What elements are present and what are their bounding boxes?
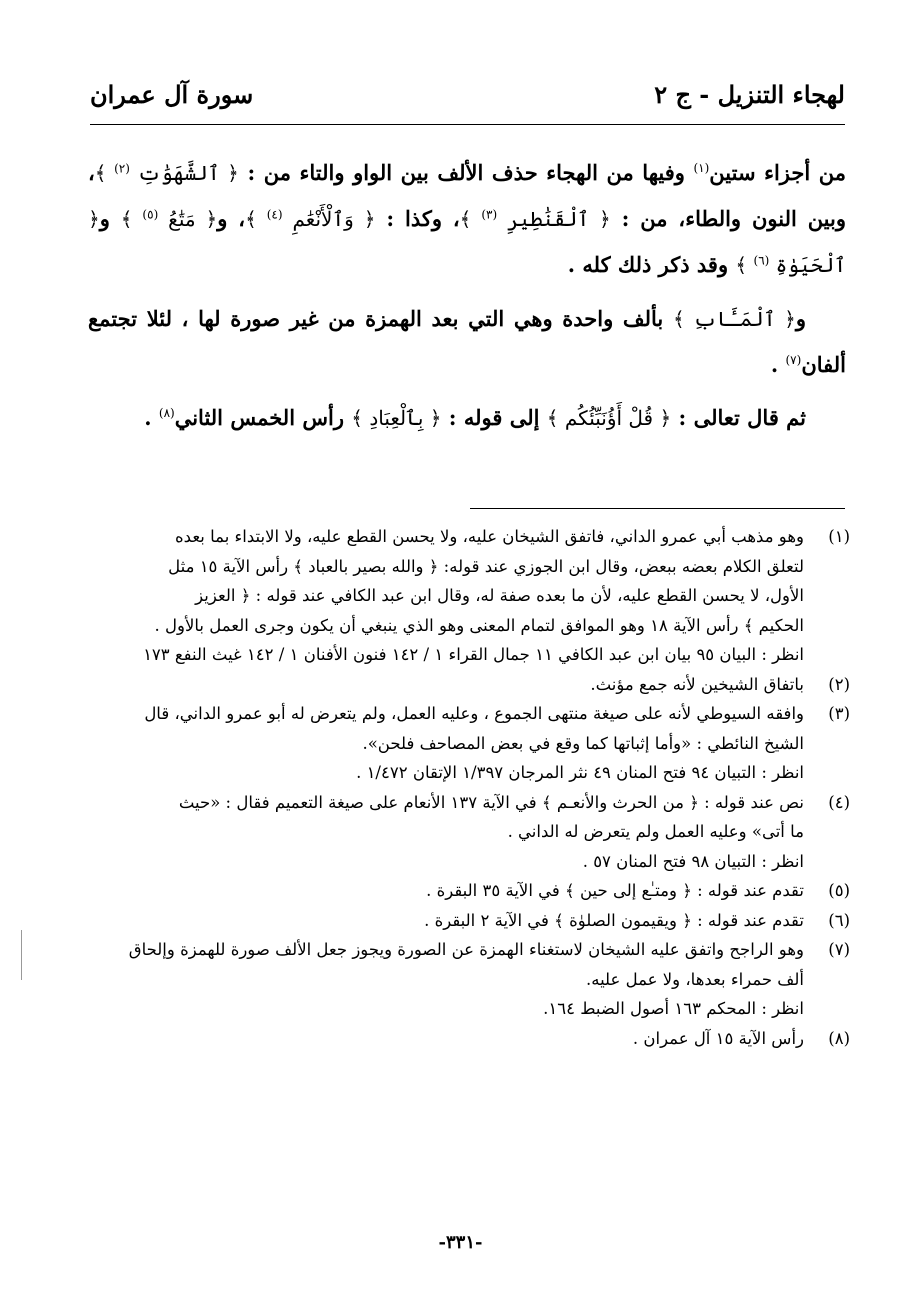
footnote-ref-6: (٦) <box>753 253 770 268</box>
footnote-reference: انظر : التبيان ٩٨ فتح المنان ٥٧ . <box>582 851 804 871</box>
footnote-line: باتفاق الشيخين لأنه جمع مؤنث. <box>590 674 804 694</box>
footnote-number: (١) <box>828 527 850 546</box>
footnote-reference: انظر : التبيان ٩٤ فتح المنان ٤٩ نثر المرجان ١/٣٩٧ الإتقان ١/٤٧٢ . <box>356 763 804 782</box>
footnote-2 <box>84 670 850 700</box>
quran-word-anaam <box>245 207 375 231</box>
footnote-5 <box>84 876 850 906</box>
page-number: -٣٣١- <box>438 1232 483 1253</box>
footnote-8 <box>84 1024 850 1054</box>
quran-phrase-aunabbiukum: ﴿ قُلْ أَؤُنَبِّئُكُم ﴾ <box>546 406 672 430</box>
footnote-number: (٦) <box>828 910 850 930</box>
quran-bracket: ﴾ <box>94 161 115 185</box>
quran-bracket: ﴾ <box>120 207 143 231</box>
text: ، و <box>217 206 246 231</box>
quran-word-maab: ﴿ ٱلْمَـَٔابِ ﴾ <box>672 307 796 331</box>
surah-title: سورة آل عمران <box>90 80 254 109</box>
footnote-number: (٥) <box>828 881 850 900</box>
text: و <box>99 206 121 231</box>
quran-text: ﴿ ٱلشَّهَوَٰتِ <box>129 161 239 185</box>
footnote-line: لتعلق الكلام بعضه ببعض، وقال ابن الجوزي عند قوله: ﴿ والله بصير بالعباد ﴾ رأس الآية ١٥ مثل <box>168 556 804 576</box>
paragraph-2 <box>88 296 846 387</box>
footnote-ref-3: (٣) <box>481 207 498 222</box>
text: وفيها من الهجاء حذف الألف بين الواو والتاء من : <box>238 160 694 185</box>
footnote-ref-7: (٧) <box>785 353 802 367</box>
footnote-line: رأس الآية ١٥ آل عمران . <box>632 1028 804 1048</box>
text: ، وكذا : <box>375 206 460 231</box>
footnote-7 <box>84 935 850 1024</box>
text: وقد ذكر ذلك كله . <box>567 252 736 277</box>
footnote-number: (٣) <box>828 704 850 723</box>
quran-bracket: ﴾ <box>459 207 482 231</box>
quran-bracket: ﴾ <box>245 207 267 231</box>
footnotes <box>84 522 850 1053</box>
paragraph-1 <box>88 150 846 288</box>
text: ، وبين النون والطاء، من : <box>88 160 847 231</box>
footnote-line: تقدم عند قوله : ﴿ ويقيمون الصلوٰة ﴾ في الآية ٢ البقرة . <box>424 910 804 930</box>
footnote-line: وافقه السيوطي لأنه على صيغة منتهى الجموع ، وعليه العمل، ولم يتعرض له أبو عمرو الداني، قال <box>144 704 804 723</box>
footnote-line: الأول، لا يحسن القطع عليه، لأن ما بعده صفة له، وقال ابن عبد الكافي عند قوله : ﴿ العزيز <box>195 586 804 605</box>
text: و <box>795 306 806 331</box>
quran-text: ﴿ وَٱلْأَنْعَٰمِ <box>282 207 376 231</box>
quran-bracket: ﴾ <box>735 253 754 277</box>
footnote-ref-2: (٢) <box>114 161 130 176</box>
text: بألف واحدة وهي التي بعد الهمزة من غير صورة لها ، لئلا تجتمع ألفان <box>88 306 846 377</box>
footnote-1 <box>84 522 850 670</box>
text: من أجزاء ستين <box>709 160 846 185</box>
text: . <box>770 352 786 377</box>
footnote-number: (٨) <box>828 1028 850 1048</box>
quran-word-shahawat <box>95 161 239 185</box>
footnote-number: (٢) <box>828 674 850 694</box>
footnote-line: ما أتى» وعليه العمل ولم يتعرض له الداني . <box>507 822 804 841</box>
main-text <box>88 150 846 449</box>
footnote-line: وهو الراجح واتفق عليه الشيخان لاستغناء الهمزة عن الصورة ويجوز جعل الألف صورة للهمزة وإلحاق <box>128 940 804 959</box>
paragraph-3 <box>88 395 846 441</box>
text: . <box>144 405 159 430</box>
header-rule <box>90 124 845 125</box>
text: إلى قوله : <box>441 405 547 430</box>
text: ثم قال تعالى : <box>671 405 806 430</box>
footnote-ref-8: (٨) <box>158 406 175 420</box>
footnote-line: وهو مذهب أبي عمرو الداني، فاتفق الشيخان عليه، ولا يحسن القطع عليه، ولا الابتداء بما بعده <box>175 527 804 546</box>
text: رأس الخمس الثاني <box>174 405 352 430</box>
quran-word-qanatir <box>460 207 611 231</box>
footnote-separator <box>470 508 845 509</box>
quran-text: ﴿ ٱلْقَنَٰطِيرِ <box>497 207 611 231</box>
footnote-number: (٤) <box>828 792 850 812</box>
quran-word-mataa <box>121 207 217 231</box>
running-header <box>90 80 845 116</box>
footnote-ref-1: (١) <box>693 161 710 175</box>
footnote-reference: انظر : البيان ٩٥ بيان ابن عبد الكافي ١١ جمال القراء ١ / ١٤٢ فنون الأفنان ١ / ١٤٢ غيث النفع ١٧٣ <box>143 645 804 664</box>
footnote-6 <box>84 906 850 936</box>
footnote-line: الشيخ النائطي : «وأما إثباتها كما وقع في بعض المصاحف فلحن». <box>362 733 804 753</box>
footnote-line: الحكيم ﴾ رأس الآية ١٨ وهو الموافق لتمام المعنى وهو الذي ينبغي أن يكون وجرى العمل بالأول . <box>154 615 804 635</box>
quran-text: ﴿ مَتَٰعُ <box>158 207 218 231</box>
footnote-4 <box>84 788 850 877</box>
footnote-ref-5: (٥) <box>142 207 159 222</box>
footnote-line: نص عند قوله : ﴿ من الحرث والأنعـم ﴾ في الآية ١٣٧ الأنعام على صيغة التعميم فقال : «حيث <box>178 792 804 812</box>
footnote-line: تقدم عند قوله : ﴿ ومتـٰع إلى حين ﴾ في الآية ٣٥ البقرة . <box>426 881 804 900</box>
quran-word-ibad: ﴿ بِٱلْعِبَادِ ﴾ <box>351 406 442 430</box>
quran-text: ﴿ ٱلْحَيَوٰةِ <box>88 207 846 277</box>
footnote-ref-4: (٤) <box>266 207 283 222</box>
margin-mark <box>21 930 23 980</box>
footnote-number: (٧) <box>828 940 850 959</box>
footnote-line: ألف حمراء بعدها، ولا عمل عليه. <box>585 969 804 989</box>
book-title: لهجاء التنزيل - ج ٢ <box>654 80 845 109</box>
footnote-3 <box>84 699 850 788</box>
footnote-reference: انظر : المحكم ١٦٣ أصول الضبط ١٦٤. <box>543 999 804 1018</box>
